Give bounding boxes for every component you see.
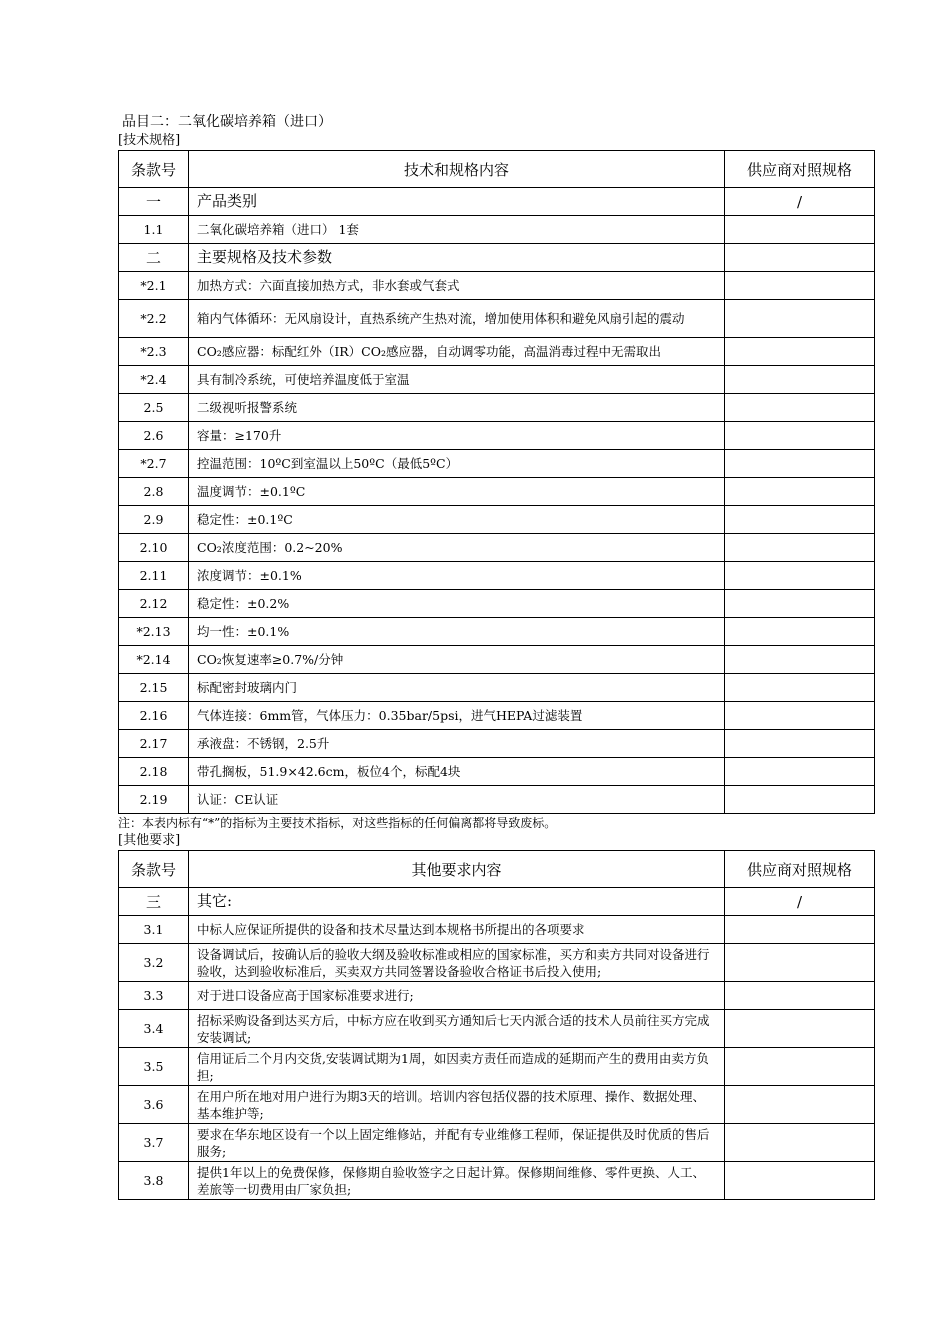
supplier-cell bbox=[725, 758, 875, 786]
clause-no-cell: *2.2 bbox=[119, 300, 189, 338]
clause-no-cell: 2.16 bbox=[119, 702, 189, 730]
content-cell: 要求在华东地区设有一个以上固定维修站，并配有专业维修工程师，保证提供及时优质的售后服务; bbox=[189, 1124, 725, 1162]
supplier-cell bbox=[725, 786, 875, 814]
table-row bbox=[119, 1048, 875, 1086]
content-cell: 箱内气体循环：无风扇设计，直热系统产生热对流，增加使用体积和避免风扇引起的震动 bbox=[189, 300, 725, 338]
supplier-cell bbox=[725, 702, 875, 730]
table-row bbox=[119, 1010, 875, 1048]
supplier-cell bbox=[725, 338, 875, 366]
clause-no-cell: 3.2 bbox=[119, 944, 189, 982]
supplier-cell bbox=[725, 562, 875, 590]
clause-no-cell: 2.19 bbox=[119, 786, 189, 814]
clause-no-cell: 2.11 bbox=[119, 562, 189, 590]
header-clause-no: 条款号 bbox=[119, 151, 189, 188]
content-cell: CO₂感应器：标配红外（IR）CO₂感应器，自动调零功能，高温消毒过程中无需取出 bbox=[189, 338, 725, 366]
table-row bbox=[119, 216, 875, 244]
clause-no-cell: 一 bbox=[119, 188, 189, 216]
supplier-cell: / bbox=[725, 188, 875, 216]
table-row bbox=[119, 646, 875, 674]
supplier-cell bbox=[725, 534, 875, 562]
clause-no-cell: 2.17 bbox=[119, 730, 189, 758]
table-row bbox=[119, 394, 875, 422]
content-cell: 信用证后二个月内交货,安装调试期为1周，如因卖方责任而造成的延期而产生的费用由卖方负担; bbox=[189, 1048, 725, 1086]
clause-no-cell: 2.6 bbox=[119, 422, 189, 450]
supplier-cell bbox=[725, 366, 875, 394]
header-content: 技术和规格内容 bbox=[189, 151, 725, 188]
supplier-cell bbox=[725, 1048, 875, 1086]
supplier-cell bbox=[725, 618, 875, 646]
clause-no-cell: *2.14 bbox=[119, 646, 189, 674]
spec-section-label: [技术规格] bbox=[118, 133, 181, 148]
supplier-cell bbox=[725, 450, 875, 478]
supplier-cell: / bbox=[725, 888, 875, 916]
spec-table-body bbox=[119, 188, 875, 814]
content-cell: 对于进口设备应高于国家标准要求进行; bbox=[189, 982, 725, 1010]
content-cell: 其它: bbox=[189, 888, 725, 916]
content-cell: 标配密封玻璃内门 bbox=[189, 674, 725, 702]
clause-no-cell: 3.8 bbox=[119, 1162, 189, 1200]
table-row bbox=[119, 338, 875, 366]
table-note: 注：本表内标有“*”的指标为主要技术指标，对这些指标的任何偏离都将导致废标。 bbox=[118, 816, 557, 830]
clause-no-cell: 3.6 bbox=[119, 1086, 189, 1124]
table-row bbox=[119, 1086, 875, 1124]
clause-no-cell: 2.9 bbox=[119, 506, 189, 534]
supplier-cell bbox=[725, 982, 875, 1010]
supplier-cell bbox=[725, 422, 875, 450]
content-cell: CO₂浓度范围：0.2~20% bbox=[189, 534, 725, 562]
clause-no-cell: 2.15 bbox=[119, 674, 189, 702]
table-row bbox=[119, 590, 875, 618]
content-cell: 二级视听报警系统 bbox=[189, 394, 725, 422]
content-cell: 稳定性：±0.2% bbox=[189, 590, 725, 618]
clause-no-cell: *2.4 bbox=[119, 366, 189, 394]
table-row bbox=[119, 916, 875, 944]
content-cell: 具有制冷系统，可使培养温度低于室温 bbox=[189, 366, 725, 394]
supplier-cell bbox=[725, 506, 875, 534]
content-cell: 浓度调节：±0.1% bbox=[189, 562, 725, 590]
clause-no-cell: 3.4 bbox=[119, 1010, 189, 1048]
clause-no-cell: 3.1 bbox=[119, 916, 189, 944]
supplier-cell bbox=[725, 944, 875, 982]
clause-no-cell: 3.5 bbox=[119, 1048, 189, 1086]
content-cell: 二氧化碳培养箱（进口） 1套 bbox=[189, 216, 725, 244]
other-table-body bbox=[119, 888, 875, 1200]
table-row bbox=[119, 786, 875, 814]
clause-no-cell: 2.5 bbox=[119, 394, 189, 422]
supplier-cell bbox=[725, 1086, 875, 1124]
content-cell: 主要规格及技术参数 bbox=[189, 244, 725, 272]
content-cell: 容量：≥170升 bbox=[189, 422, 725, 450]
clause-no-cell: 2.12 bbox=[119, 590, 189, 618]
clause-no-cell: 二 bbox=[119, 244, 189, 272]
supplier-cell bbox=[725, 300, 875, 338]
supplier-cell bbox=[725, 478, 875, 506]
other-section-label: [其他要求] bbox=[118, 833, 181, 848]
table-row bbox=[119, 618, 875, 646]
table-row bbox=[119, 272, 875, 300]
clause-no-cell: *2.3 bbox=[119, 338, 189, 366]
content-cell: CO₂恢复速率≥0.7%/分钟 bbox=[189, 646, 725, 674]
table-row bbox=[119, 944, 875, 982]
clause-no-cell: *2.13 bbox=[119, 618, 189, 646]
spec-table-header bbox=[119, 151, 875, 188]
supplier-cell bbox=[725, 674, 875, 702]
content-cell: 气体连接：6mm管，气体压力：0.35bar/5psi，进气HEPA过滤装置 bbox=[189, 702, 725, 730]
table-row bbox=[119, 702, 875, 730]
table-row bbox=[119, 188, 875, 216]
content-cell: 稳定性：±0.1ºC bbox=[189, 506, 725, 534]
table-row bbox=[119, 1162, 875, 1200]
table-row bbox=[119, 366, 875, 394]
table-row bbox=[119, 244, 875, 272]
content-cell: 承液盘：不锈钢，2.5升 bbox=[189, 730, 725, 758]
clause-no-cell: 1.1 bbox=[119, 216, 189, 244]
document-page bbox=[118, 112, 874, 1200]
clause-no-cell: *2.7 bbox=[119, 450, 189, 478]
spec-table bbox=[118, 150, 875, 814]
content-cell: 招标采购设备到达买方后，中标方应在收到买方通知后七天内派合适的技术人员前往买方完成安装调试; bbox=[189, 1010, 725, 1048]
content-cell: 温度调节：±0.1ºC bbox=[189, 478, 725, 506]
table-row bbox=[119, 1124, 875, 1162]
table-row bbox=[119, 478, 875, 506]
table-row bbox=[119, 674, 875, 702]
clause-no-cell: 三 bbox=[119, 888, 189, 916]
table-row bbox=[119, 534, 875, 562]
supplier-cell bbox=[725, 1124, 875, 1162]
table-row bbox=[119, 300, 875, 338]
table-row bbox=[119, 506, 875, 534]
clause-no-cell: 2.18 bbox=[119, 758, 189, 786]
table-row bbox=[119, 888, 875, 916]
clause-no-cell: 2.10 bbox=[119, 534, 189, 562]
clause-no-cell: 3.7 bbox=[119, 1124, 189, 1162]
other-requirements-table bbox=[118, 850, 875, 1200]
supplier-cell bbox=[725, 1162, 875, 1200]
header-clause-no: 条款号 bbox=[119, 851, 189, 888]
supplier-cell bbox=[725, 244, 875, 272]
header-content: 其他要求内容 bbox=[189, 851, 725, 888]
content-cell: 加热方式：六面直接加热方式，非水套或气套式 bbox=[189, 272, 725, 300]
clause-no-cell: 2.8 bbox=[119, 478, 189, 506]
supplier-cell bbox=[725, 916, 875, 944]
content-cell: 产品类别 bbox=[189, 188, 725, 216]
supplier-cell bbox=[725, 216, 875, 244]
content-cell: 提供1年以上的免费保修，保修期自验收签字之日起计算。保修期间维修、零件更换、人工、差旅等一切费用由厂家负担; bbox=[189, 1162, 725, 1200]
table-row bbox=[119, 450, 875, 478]
content-cell: 控温范围：10ºC到室温以上50ºC（最低5ºC） bbox=[189, 450, 725, 478]
table-row bbox=[119, 562, 875, 590]
supplier-cell bbox=[725, 394, 875, 422]
supplier-cell bbox=[725, 1010, 875, 1048]
header-supplier: 供应商对照规格 bbox=[725, 151, 875, 188]
content-cell: 中标人应保证所提供的设备和技术尽量达到本规格书所提出的各项要求 bbox=[189, 916, 725, 944]
page-title: 品目二：二氧化碳培养箱（进口） bbox=[122, 114, 332, 130]
table-row bbox=[119, 982, 875, 1010]
clause-no-cell: *2.1 bbox=[119, 272, 189, 300]
table-row bbox=[119, 730, 875, 758]
content-cell: 设备调试后，按确认后的验收大纲及验收标准或相应的国家标准，买方和卖方共同对设备进行验收，达到验收标准后，买卖双方共同签署设备验收合格证书后投入使用; bbox=[189, 944, 725, 982]
clause-no-cell: 3.3 bbox=[119, 982, 189, 1010]
table-row bbox=[119, 758, 875, 786]
supplier-cell bbox=[725, 646, 875, 674]
content-cell: 在用户所在地对用户进行为期3天的培训。培训内容包括仪器的技术原理、操作、数据处理、基本维护等; bbox=[189, 1086, 725, 1124]
content-cell: 均一性：±0.1% bbox=[189, 618, 725, 646]
content-cell: 认证：CE认证 bbox=[189, 786, 725, 814]
header-supplier: 供应商对照规格 bbox=[725, 851, 875, 888]
content-cell: 带孔搁板，51.9×42.6cm，板位4个，标配4块 bbox=[189, 758, 725, 786]
supplier-cell bbox=[725, 272, 875, 300]
other-table-header bbox=[119, 851, 875, 888]
supplier-cell bbox=[725, 590, 875, 618]
table-row bbox=[119, 422, 875, 450]
supplier-cell bbox=[725, 730, 875, 758]
